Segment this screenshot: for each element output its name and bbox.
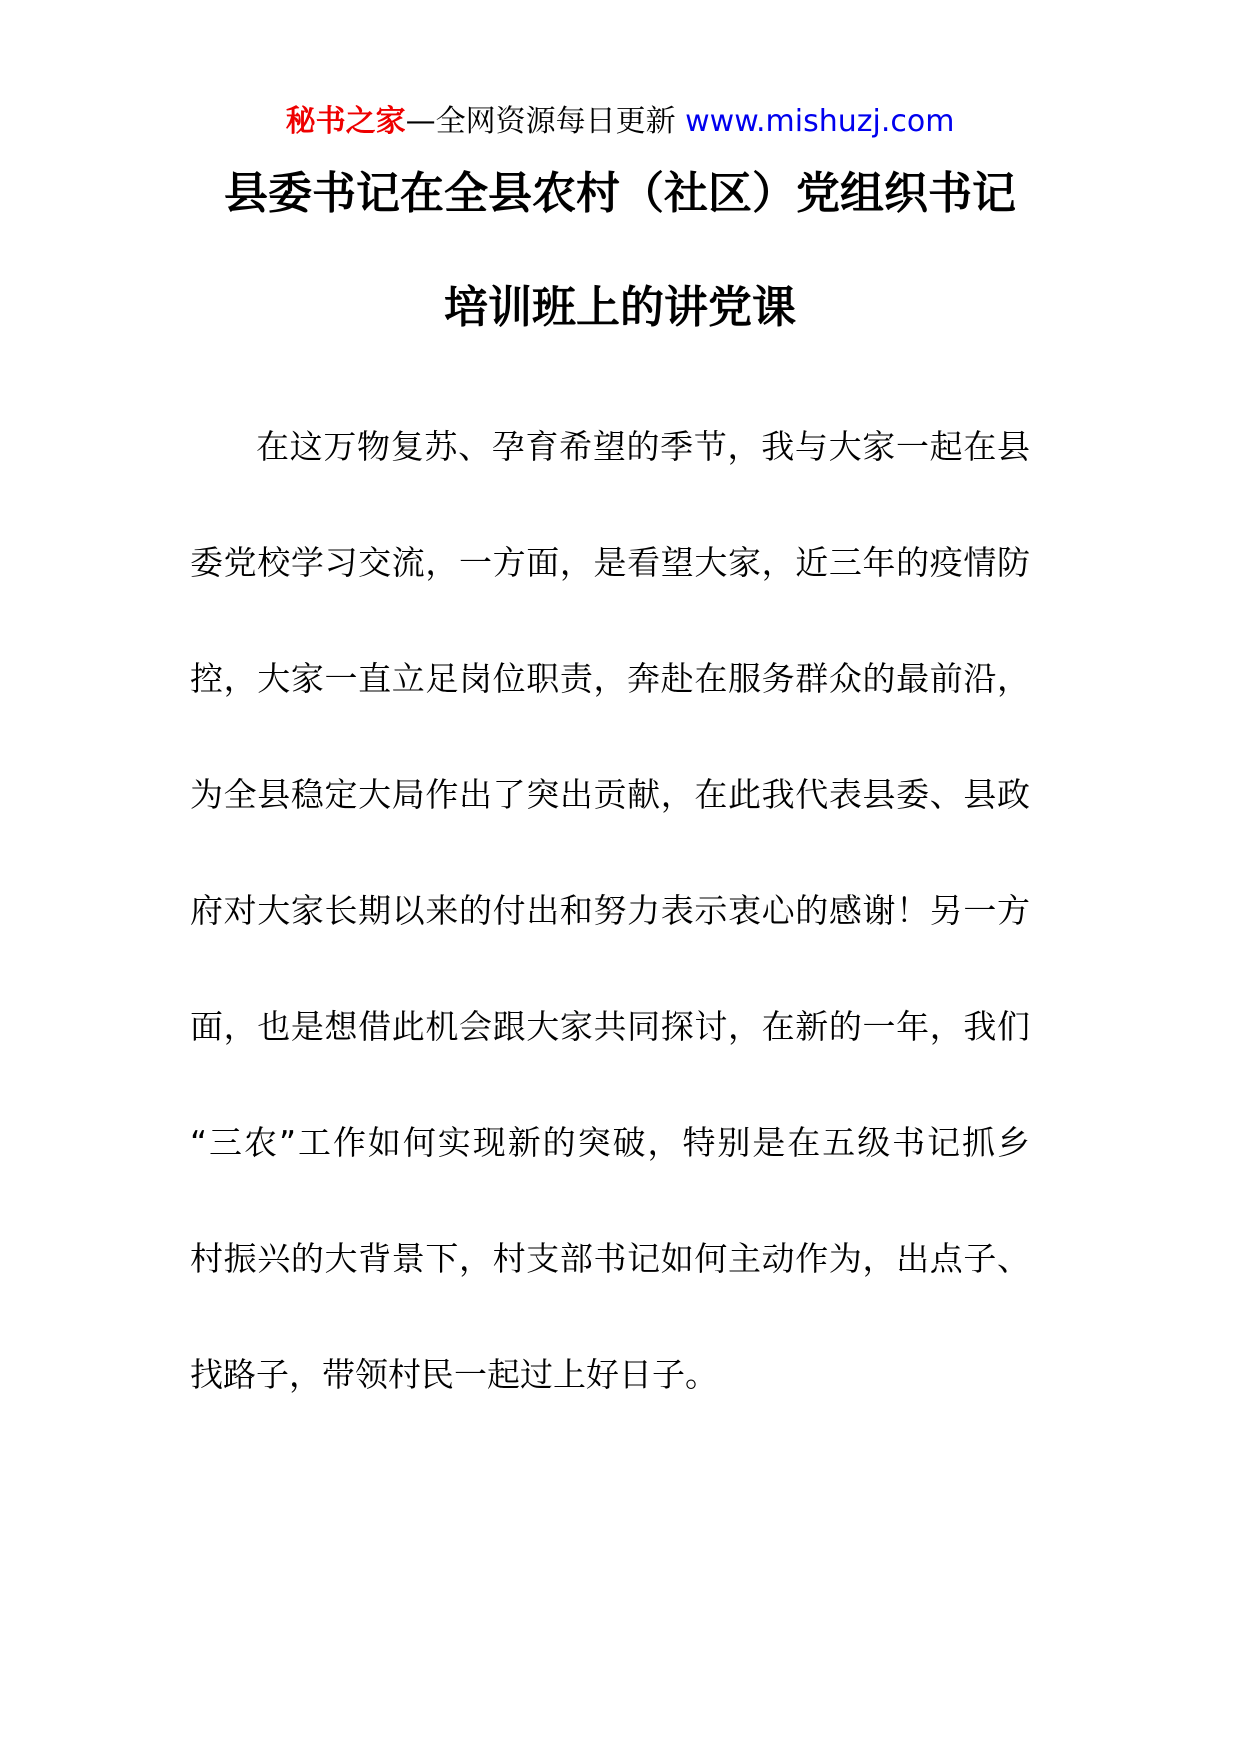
body-line-8: 村振兴的大背景下，村支部书记如何主动作为，出点子、 xyxy=(190,1239,1030,1278)
body-line-1: 在这万物复苏、孕育希望的季节，我与大家一起在县 xyxy=(256,427,1030,466)
site-url[interactable]: www.mishuzj.com xyxy=(685,104,955,139)
body-line-7: “三农”工作如何实现新的突破，特别是在五级书记抓乡 xyxy=(190,1123,1030,1162)
body-line-4: 为全县稳定大局作出了突出贡献，在此我代表县委、县政 xyxy=(190,775,1030,814)
page-header xyxy=(0,100,1240,144)
document-title-line-2: 培训班上的讲党课 xyxy=(444,282,796,333)
site-brand: 秘书之家 xyxy=(285,104,406,139)
site-tagline: —全网资源每日更新 xyxy=(405,104,686,139)
document-title-line-1: 县委书记在全县农村（社区）党组织书记 xyxy=(224,168,1016,219)
body-line-3: 控，大家一直立足岗位职责，奔赴在服务群众的最前沿， xyxy=(190,659,1030,698)
body-line-2: 委党校学习交流，一方面，是看望大家，近三年的疫情防 xyxy=(190,543,1030,582)
body-line-6: 面，也是想借此机会跟大家共同探讨，在新的一年，我们 xyxy=(190,1007,1030,1046)
body-line-9: 找路子，带领村民一起过上好日子。 xyxy=(190,1355,718,1394)
body-line-5: 府对大家长期以来的付出和努力表示衷心的感谢！另一方 xyxy=(190,891,1030,930)
